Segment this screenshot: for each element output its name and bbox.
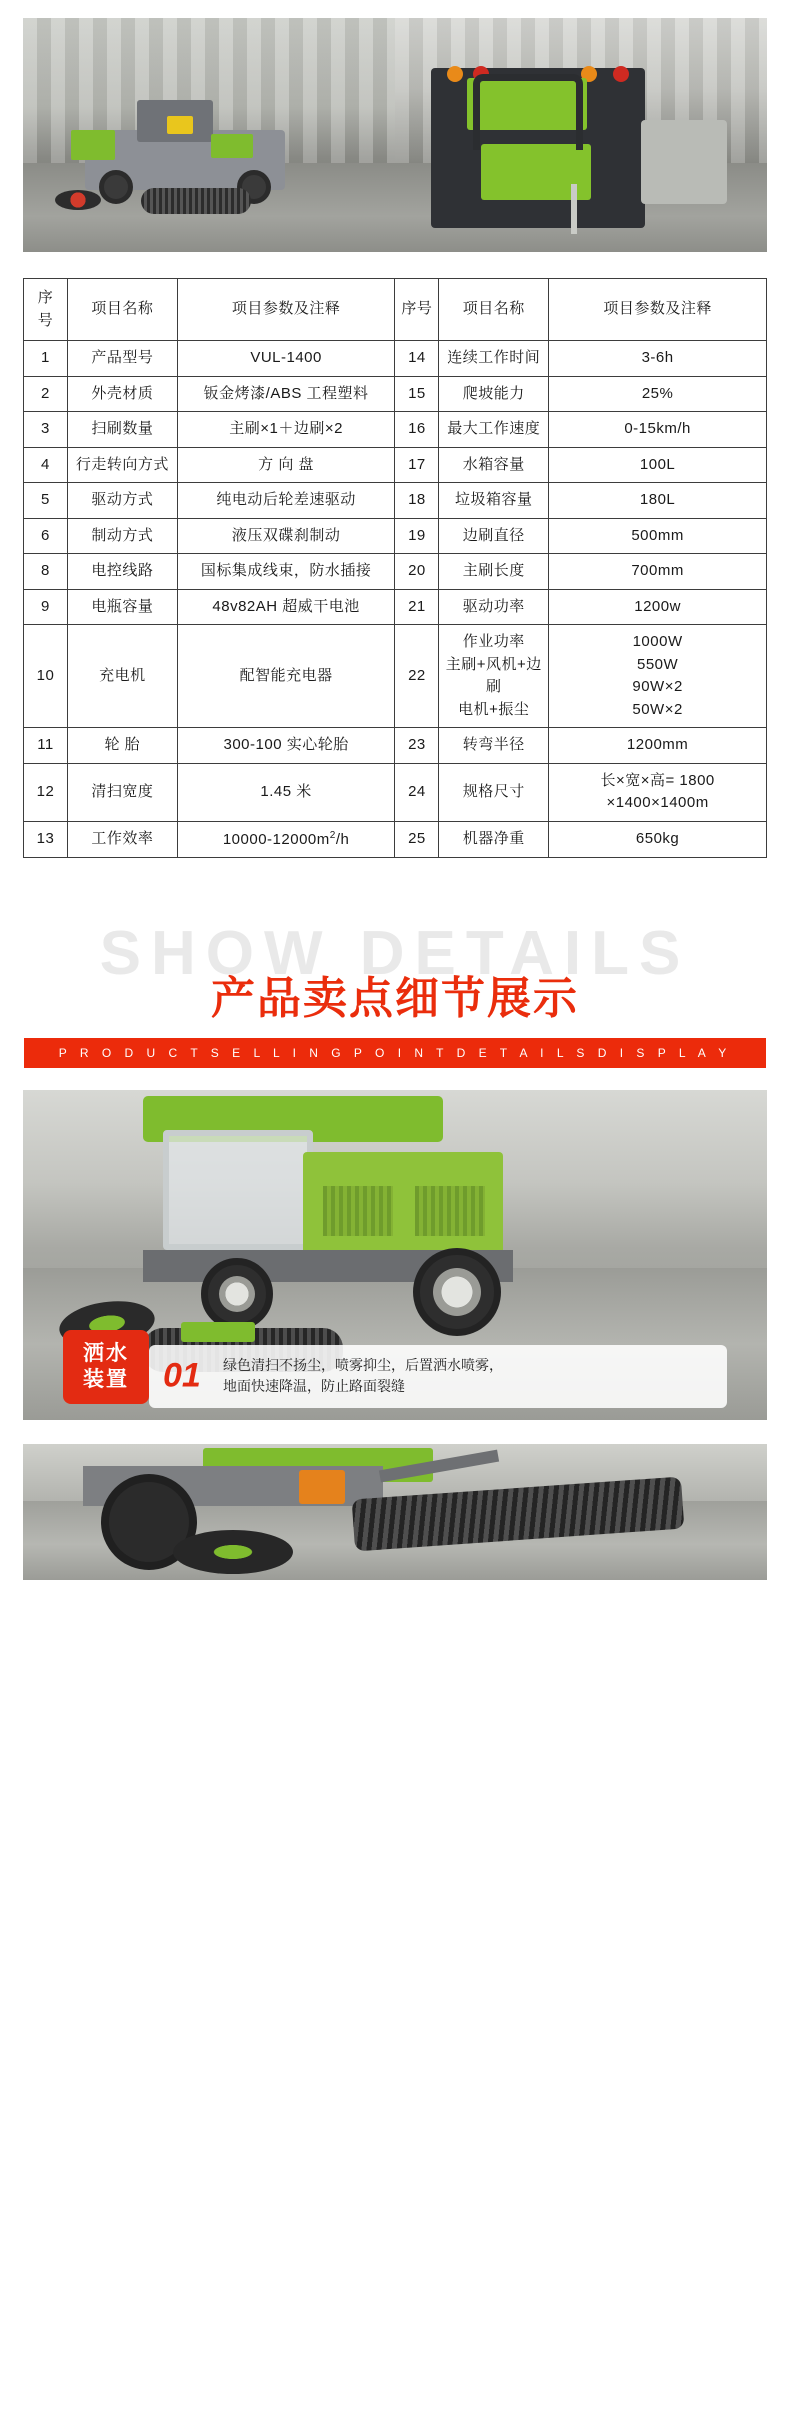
detail-photo-1: [23, 1090, 767, 1420]
cell-value2: 3-6h: [549, 341, 767, 377]
cell-name: 工作效率: [67, 821, 177, 858]
cell-value: 主刷×1＋边刷×2: [177, 412, 395, 448]
machine-cabin-glass: [163, 1130, 313, 1250]
size-line1: 长×宽×高= 1800: [600, 771, 715, 789]
cell-seq2: 16: [395, 412, 439, 448]
cell-value2: 1200mm: [549, 728, 767, 764]
cell-value: 纯电动后轮差速驱动: [177, 483, 395, 519]
table-row: [24, 763, 767, 821]
table-row: [24, 341, 767, 377]
power-label-line1: 作业功率: [462, 633, 525, 650]
cell-seq: 12: [24, 763, 68, 821]
cell-name2: 主刷长度: [439, 554, 549, 590]
cell-name: 电控线路: [67, 554, 177, 590]
vent-grille-right: [415, 1186, 485, 1236]
table-header-row: [24, 279, 767, 341]
cell-name: 外壳材质: [67, 376, 177, 412]
cell-name2-power: [439, 625, 549, 728]
cell-value2-size: [549, 763, 767, 821]
cell-name: 制动方式: [67, 518, 177, 554]
cell-value: VUL-1400: [177, 341, 395, 377]
spec-table-wrap: [23, 278, 767, 858]
cell-seq: 2: [24, 376, 68, 412]
th-value-left: 项目参数及注释: [177, 279, 395, 341]
cell-name: 轮 胎: [67, 728, 177, 764]
cell-seq: 1: [24, 341, 68, 377]
green-panel-rear: [211, 134, 253, 158]
section-title-block: [0, 914, 790, 1074]
cell-value2: 1200w: [549, 589, 767, 625]
cell-name: 充电机: [67, 625, 177, 728]
product-photo-left: [23, 18, 395, 252]
badge-line-2: 装置: [83, 1368, 129, 1391]
ghost-heading: SHOW DETAILS: [99, 919, 691, 988]
rear-handle-bar: [473, 74, 583, 150]
cell-value-efficiency: [177, 821, 395, 858]
sweeper-machine-rear-view: [421, 54, 741, 234]
cell-name: 行走转向方式: [67, 447, 177, 483]
cell-seq: 4: [24, 447, 68, 483]
lamp-red-icon: [613, 66, 629, 82]
product-photo-right: [395, 18, 767, 252]
wheel-hub-icon: [219, 1276, 255, 1312]
brush-icon: [141, 188, 251, 214]
cell-seq2: 15: [395, 376, 439, 412]
yellow-panel: [167, 116, 193, 134]
table-row: [24, 589, 767, 625]
caption-line-2: 地面快速降温，防止路面裂缝: [223, 1378, 405, 1395]
cell-seq: 6: [24, 518, 68, 554]
feature-number: 01: [163, 1356, 201, 1395]
power-value-1: 1000W: [632, 633, 683, 650]
english-subtitle-bar: P R O D U C T S E L L I N G P O I N T D E T A I L S D I S P L A Y: [24, 1038, 766, 1068]
cell-name: 扫刷数量: [67, 412, 177, 448]
eff-tail: /h: [335, 830, 350, 848]
cell-seq2: 23: [395, 728, 439, 764]
power-value-3: 90W×2: [632, 678, 683, 695]
cell-name2: 最大工作速度: [439, 412, 549, 448]
green-panel-front: [71, 130, 115, 160]
cell-value2: 180L: [549, 483, 767, 519]
cell-name2: 边刷直径: [439, 518, 549, 554]
power-label-line2: 主刷+风机+边刷: [445, 655, 542, 695]
cell-name: 清扫宽度: [67, 763, 177, 821]
cell-name2: 规格尺寸: [439, 763, 549, 821]
cell-name2: 垃圾箱容量: [439, 483, 549, 519]
cell-value: 1.45 米: [177, 763, 395, 821]
cell-value2: 0-15km/h: [549, 412, 767, 448]
cell-seq2: 22: [395, 625, 439, 728]
cell-seq: 8: [24, 554, 68, 590]
power-label-line3: 电机+振尘: [458, 700, 530, 718]
table-row: [24, 554, 767, 590]
cell-value: 48v82AH 超威干电池: [177, 589, 395, 625]
cell-value: 配智能充电器: [177, 625, 395, 728]
brush-mount-plate: [181, 1322, 255, 1342]
support-pole: [571, 184, 577, 234]
orange-component: [299, 1470, 345, 1504]
cell-seq: 11: [24, 728, 68, 764]
cell-seq2: 18: [395, 483, 439, 519]
wheel-hub-icon: [123, 1496, 175, 1548]
table-row: [24, 376, 767, 412]
table-row: [24, 625, 767, 728]
eff-sup: 2: [329, 829, 336, 841]
cell-seq2: 17: [395, 447, 439, 483]
cell-seq2: 24: [395, 763, 439, 821]
cell-name2: 水箱容量: [439, 447, 549, 483]
th-name-right: 项目名称: [439, 279, 549, 341]
badge-line-1: 洒水: [83, 1341, 129, 1365]
cell-value2: 700mm: [549, 554, 767, 590]
power-value-4: 50W×2: [632, 700, 683, 718]
table-row: [24, 821, 767, 858]
cell-value2: 500mm: [549, 518, 767, 554]
side-brush-icon: [55, 190, 101, 210]
cell-seq: 13: [24, 821, 68, 858]
cell-value: 国标集成线束，防水插接: [177, 554, 395, 590]
cell-name2: 机器净重: [439, 821, 549, 858]
product-photo-strip: [23, 18, 767, 252]
cell-seq2: 14: [395, 341, 439, 377]
th-seq-left: 序 号: [24, 279, 68, 341]
cell-name2: 连续工作时间: [439, 341, 549, 377]
table-row: [24, 412, 767, 448]
sweeper-machine-side-view: [45, 86, 345, 216]
cell-value2: 650kg: [549, 821, 767, 858]
cell-name2: 转弯半径: [439, 728, 549, 764]
cell-seq2: 21: [395, 589, 439, 625]
cell-value2-power: [549, 625, 767, 728]
cell-seq: 3: [24, 412, 68, 448]
cell-seq2: 19: [395, 518, 439, 554]
table-row: [24, 483, 767, 519]
caption-line-1: 绿色清扫不扬尘，喷雾抑尘，后置洒水喷雾，: [223, 1356, 503, 1373]
cell-seq2: 25: [395, 821, 439, 858]
eff-base: 10000-12000m: [222, 830, 330, 848]
cell-name2: 驱动功率: [439, 589, 549, 625]
cell-seq2: 20: [395, 554, 439, 590]
wheel-icon: [99, 170, 133, 204]
water-tank: [641, 120, 727, 204]
feature-badge: [63, 1330, 149, 1404]
cell-name: 产品型号: [67, 341, 177, 377]
cell-value2: 100L: [549, 447, 767, 483]
th-seq-right: 序号: [395, 279, 439, 341]
product-detail-page: [0, 18, 790, 1580]
cell-seq: 9: [24, 589, 68, 625]
cell-name: 驱动方式: [67, 483, 177, 519]
size-line2: ×1400×1400m: [606, 794, 709, 811]
cell-value: 300-100 实心轮胎: [177, 728, 395, 764]
table-row: [24, 518, 767, 554]
cell-name2: 爬坡能力: [439, 376, 549, 412]
cell-seq: 10: [24, 625, 68, 728]
th-value-right: 项目参数及注释: [549, 279, 767, 341]
spec-table: [23, 278, 767, 858]
cell-value: 液压双碟刹制动: [177, 518, 395, 554]
detail-photo-2: [23, 1444, 767, 1580]
table-row: [24, 728, 767, 764]
feature-caption: [149, 1345, 727, 1408]
table-row: [24, 447, 767, 483]
side-brush-icon: [173, 1530, 293, 1574]
cell-seq: 5: [24, 483, 68, 519]
wheel-hub-icon: [433, 1268, 481, 1316]
lamp-orange-icon: [447, 66, 463, 82]
cell-value: 方 向 盘: [177, 447, 395, 483]
cell-value2: 25%: [549, 376, 767, 412]
cell-value: 钣金烤漆/ABS 工程塑料: [177, 376, 395, 412]
power-value-2: 550W: [637, 655, 679, 673]
vent-grille-left: [323, 1186, 393, 1236]
cell-name: 电瓶容量: [67, 589, 177, 625]
page-title: 产品卖点细节展示: [211, 974, 579, 1023]
th-name-left: 项目名称: [67, 279, 177, 341]
